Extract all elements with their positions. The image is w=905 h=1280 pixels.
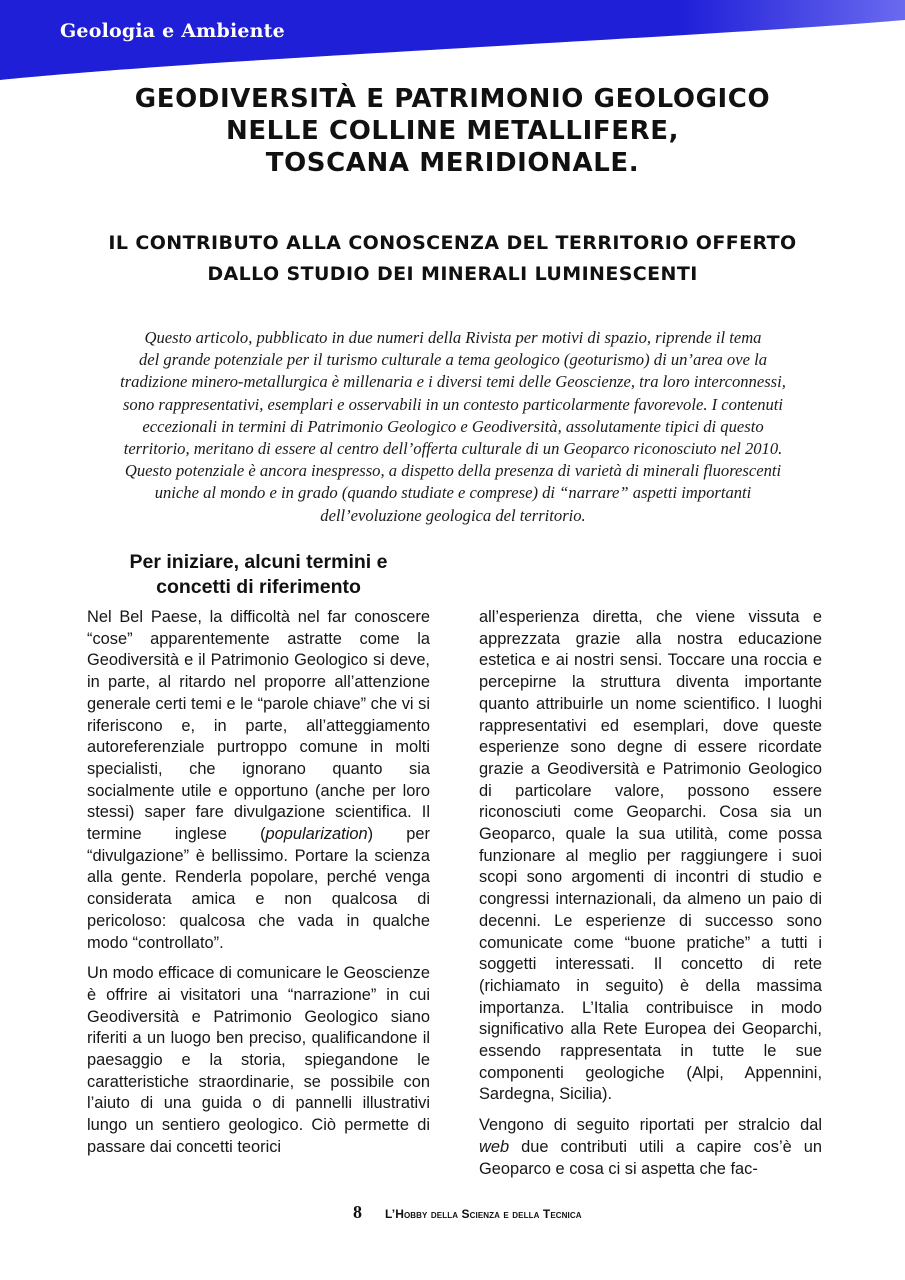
article-title bbox=[40, 83, 865, 179]
paragraph-text: ) per “divulgazione” è bellissimo. Portare la scienza alla gente. Renderla popolare, perché venga considerata amica e non qualcosa di pericoloso: qualcosa che vada in qualche modo “controllato”. bbox=[87, 825, 430, 952]
paragraph-text: due contributi utili a capire cos’è un Geoparco e cosa ci si aspetta che fac- bbox=[479, 1137, 822, 1178]
magazine-name: L’Hobby della Scienza e della Tecnica bbox=[385, 1207, 582, 1221]
section-heading-line: concetti di riferimento bbox=[156, 576, 361, 598]
title-line: TOSCANA MERIDIONALE. bbox=[265, 148, 640, 178]
paragraph: all’esperienza diretta, che viene vissuta e apprezzata grazie alla nostra educazione estetica e ai nostri sensi. Toccare una roccia e percepirne la struttura diventa importante quanto attribuirle un nome scientifico. I luoghi rappresentativi ed esemplari, dove queste esperienze sono degne di essere ricordate grazie a Geodiversità e Patrimonio Geologico di particolare valore, possono essere riconosciuti come Geoparchi. Cosa sia un Geoparco, quale la sua utilità, come possa funzionare al meglio per raggiungere i suoi scopi sono argomenti di incontri di studio e congressi internazionali, da almeno un paio di decenni. Le esperienze di successo sono comunicate come “buone pratiche” a tutti i soggetti interessati. Il concetto di rete (richiamato in seguito) è della massima importanza. L’Italia contribuisce in modo significativo alla Rete Europea dei Geoparchi, essendo rappresentata in tutte le sue componenti geologiche (Alpi, Appennini, Sardegna, Sicilia). bbox=[479, 608, 822, 1104]
paragraph bbox=[87, 607, 430, 954]
abstract-line: Questo potenziale è ancora inespresso, a dispetto della presenza di varietà di minerali fluorescenti bbox=[124, 461, 782, 481]
section-heading-line: Per iniziare, alcuni termini e bbox=[129, 551, 388, 573]
section-label: Geologia e Ambiente bbox=[60, 20, 285, 42]
section-heading bbox=[86, 550, 431, 600]
abstract-line: dell’evoluzione geologica del territorio. bbox=[320, 505, 586, 525]
article-abstract bbox=[84, 327, 822, 527]
emphasis-text: popularization bbox=[265, 825, 368, 844]
abstract-line: uniche al mondo e in grado (quando studiate e comprese) di “narrare” aspetti importanti bbox=[154, 483, 752, 503]
page-number: 8 bbox=[353, 1202, 362, 1222]
title-line: GEODIVERSITÀ E PATRIMONIO GEOLOGICO bbox=[134, 84, 771, 114]
abstract-line: sono rappresentativi, esemplari e osservabili in un contesto particolarmente favorevole. I contenuti bbox=[122, 394, 784, 414]
emphasis-text: web bbox=[479, 1137, 510, 1156]
paragraph bbox=[479, 1115, 822, 1180]
paragraph-text: Vengono di seguito riportati per stralcio dal bbox=[479, 1116, 822, 1135]
right-column bbox=[479, 607, 822, 1189]
abstract-line: del grande potenziale per il turismo culturale a tema geologico (geoturismo) di un’area ove la bbox=[138, 350, 767, 370]
abstract-line: eccezionali in termini di Patrimonio Geologico e Geodiversità, assolutamente tipici di questo bbox=[142, 416, 764, 436]
abstract-line: Questo articolo, pubblicato in due numeri della Rivista per motivi di spazio, riprende il tema bbox=[144, 328, 762, 347]
abstract-line: tradizione minero-metallurgica è millenaria e i diversi temi delle Geoscienze, tra loro interconnessi, bbox=[120, 372, 786, 392]
subtitle-line: DALLO STUDIO DEI MINERALI LUMINESCENTI bbox=[207, 263, 698, 285]
paragraph-text: Nel Bel Paese, la difficoltà nel far conoscere “cose” apparentemente astratte come la Geodiversità e il Patrimonio Geologico si deve, in parte, al ritardo nel proporre all’attenzione generale certi temi e le “parole chiave” che vi si riferiscono e, in parte, all’atteggiamento autoreferenziale purtroppo comune in molti specialisti, che ignorano quanto sia socialmente utile e opportuno (anche per loro stessi) saper fare divulgazione scientifica. Il termine inglese ( bbox=[87, 608, 430, 844]
left-column bbox=[87, 607, 430, 1168]
abstract-line: territorio, meritano di essere al centro dell’offerta culturale di un Geoparco riconosciuto nel 2010. bbox=[123, 439, 783, 459]
title-line: NELLE COLLINE METALLIFERE, bbox=[225, 116, 680, 146]
page-footer bbox=[0, 1202, 905, 1226]
subtitle-line: IL CONTRIBUTO ALLA CONOSCENZA DEL TERRITORIO OFFERTO bbox=[108, 232, 797, 254]
paragraph: Un modo efficace di comunicare le Geoscienze è offrire ai visitatori una “narrazione” in cui Geodiversità e Patrimonio Geologico siano riferiti a un luogo ben preciso, qualificandone il paesaggio e la storia, spiegandone le caratteristiche straordinarie, se possibile con l’aiuto di una guida o di pannelli illustrativi lungo un sentiero geologico. Ciò permette di passare dai concetti teorici bbox=[87, 964, 430, 1156]
article-subtitle bbox=[40, 228, 865, 290]
